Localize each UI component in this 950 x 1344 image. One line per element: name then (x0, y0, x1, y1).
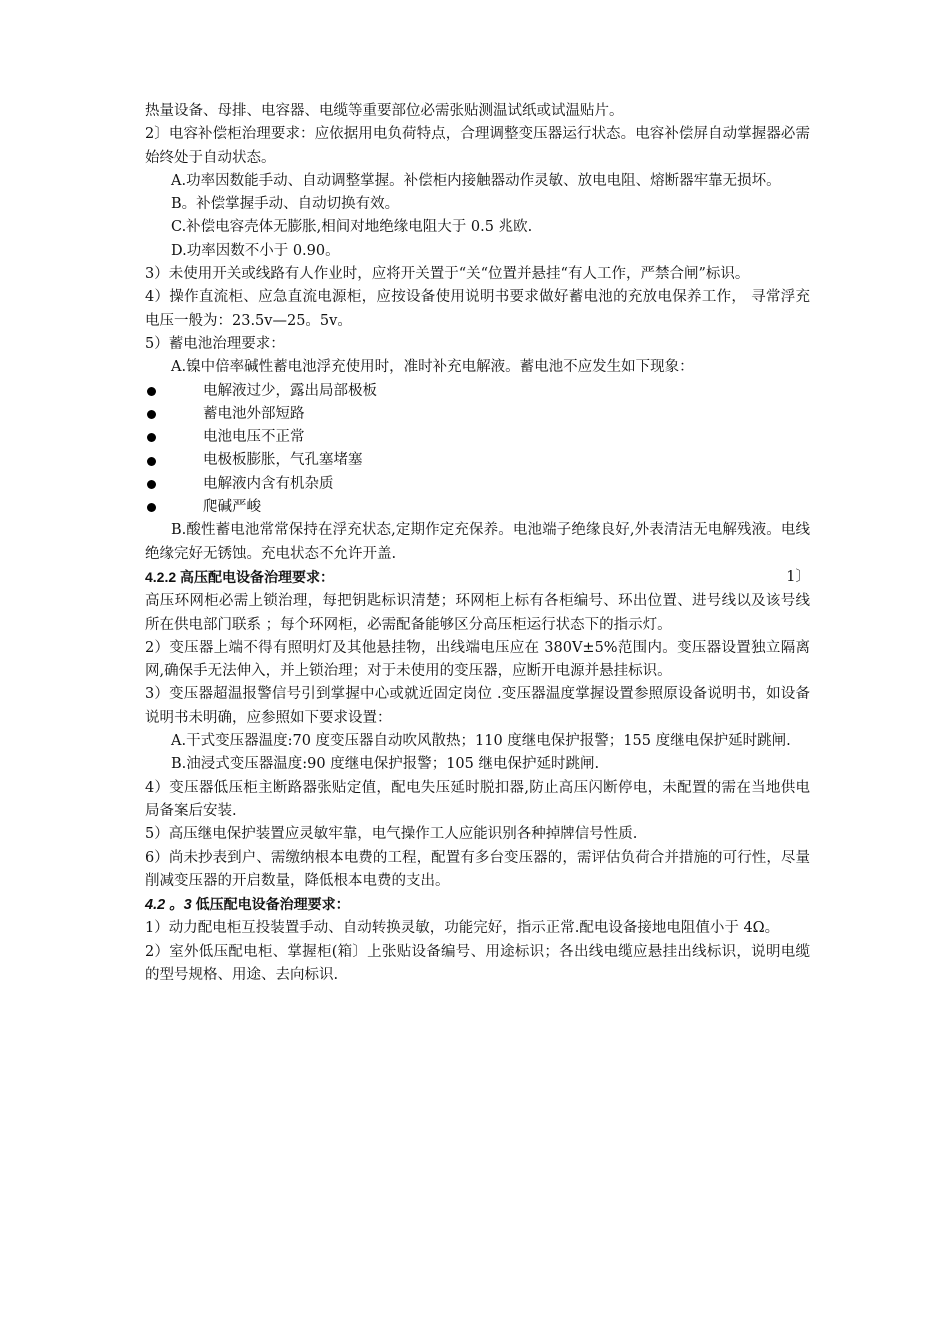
bullet-icon (147, 457, 156, 466)
bullet-icon (147, 387, 156, 396)
paragraph: 6）尚未抄表到户、需缴纳根本电费的工程，配置有多台变压器的，需评估负荷合并措施的可行性，尽量削减变压器的开启数量，降低根本电费的支出。 (145, 849, 810, 889)
list-item-text: 电池电压不正常 (203, 429, 305, 446)
paragraph: 3）未使用开关或线路有人作业时，应将开关置于“关“位置并悬挂“有人工作，严禁合闸”标识。 (145, 266, 750, 283)
paragraph: A.功率因数能手动、自动调整掌握。补偿柜内接触器动作灵敏、放电电阻、熔断器牢靠无损坏。 (171, 172, 781, 189)
list-item (145, 449, 810, 472)
paragraph: 2）室外低压配电柜、掌握柜(箱〕上张贴设备编号、用途标识；各出线电缆应悬挂出线标识，说明电缆的型号规格、用途、去向标识. (145, 943, 810, 983)
paragraph: A.干式变压器温度:70 度变压器自动吹风散热；110 度继电保护报警；155 度继电保护延时跳闸. (171, 733, 791, 750)
heading-text: 低压配电设备治理要求： (191, 896, 350, 913)
bullet-icon (147, 433, 156, 442)
paragraph: 高压环网柜必需上锁治理，每把钥匙标识清楚；环网柜上标有各柜编号、环出位置、进号线以及该号线所在供电部门联系 ；每个环网柜，必需配备能够区分高压柜运行状态下的指示灯。 (145, 593, 810, 633)
section-heading-low-voltage (145, 893, 810, 917)
paragraph: 热量设备、母排、电容器、电缆等重要部位必需张贴测温试纸或试温贴片。 (145, 103, 624, 119)
list-item-text: 爬碱严峻 (203, 499, 261, 516)
list-item-text: 电极板膨胀，气孔塞堵塞 (203, 452, 363, 469)
paragraph: 4）操作直流柜、应急直流电源柜，应按设备使用说明书要求做好蓄电池的充放电保养工作， 寻常浮充电压一般为：23.5v—25。5v。 (145, 289, 810, 329)
list-item (145, 496, 810, 519)
paragraph: C.补偿电容壳体无膨胀,相间对地绝缘电阻大于 0.5 兆欧. (171, 219, 533, 236)
paragraph: 5）蓄电池治理要求： (145, 335, 285, 352)
paragraph: 2）变压器上端不得有照明灯及其他悬挂物，出线端电压应在 380V±5%范围内。变压器设置独立隔离网,确保手无法伸入，并上锁治理；对于未使用的变压器，应断开电源并悬挂标识。 (145, 639, 810, 680)
list-item-text: 电解液内含有机杂质 (203, 475, 334, 492)
document-page (145, 100, 810, 987)
paragraph: 5）高压继电保护装置应灵敏牢靠，电气操作工人应能识别各种掉牌信号性质. (145, 826, 638, 843)
paragraph: 2〕电容补偿柜治理要求：应依据用电负荷特点，合理调整变压器运行状态。电容补偿屏自动掌握器必需始终处于自动状态。 (145, 126, 810, 166)
list-item-text: 蓄电池外部短路 (203, 405, 305, 422)
list-item-text: 电解液过少，露出局部极板 (203, 382, 377, 399)
list-item (145, 380, 810, 403)
bullet-icon (147, 503, 156, 512)
paragraph: B.油浸式变压器温度:90 度继电保护报警；105 继电保护延时跳闸. (171, 756, 600, 773)
paragraph: A.镍中倍率碱性蓄电池浮充使用时，准时补充电解液。蓄电池不应发生如下现象： (171, 359, 694, 376)
bullet-icon (147, 480, 156, 489)
list-item (145, 403, 810, 426)
bullet-icon (147, 410, 156, 419)
section-heading-high-voltage (145, 566, 810, 590)
heading-tail: 1〕 (786, 568, 810, 585)
paragraph: 4）变压器低压柜主断路器张贴定值，配电失压延时脱扣器,防止高压闪断停电，未配置的需在当地供电局备案后安装. (145, 779, 810, 819)
paragraph: B.酸性蓄电池常常保持在浮充状态,定期作定充保养。电池端子绝缘良好,外表清洁无电解残液。电线绝缘完好无锈蚀。充电状态不允许开盖. (145, 522, 810, 562)
heading-text: 4.2.2 高压配电设备治理要求： (145, 568, 335, 585)
list-item (145, 426, 810, 449)
paragraph: 3）变压器超温报警信号引到掌握中心或就近固定岗位 .变压器温度掌握设置参照原设备说明书，如设备说明书未明确，应参照如下要求设置： (145, 686, 810, 726)
heading-number: 4.2 。3 (145, 897, 192, 914)
paragraph: D.功率因数不小于 0.90。 (171, 242, 340, 259)
list-item (145, 473, 810, 496)
paragraph: 1）动力配电柜互投装置手动、自动转换灵敏，功能完好，指示正常.配电设备接地电阻值小于 4Ω。 (145, 920, 780, 937)
paragraph: B。补偿掌握手动、自动切换有效。 (171, 196, 400, 213)
